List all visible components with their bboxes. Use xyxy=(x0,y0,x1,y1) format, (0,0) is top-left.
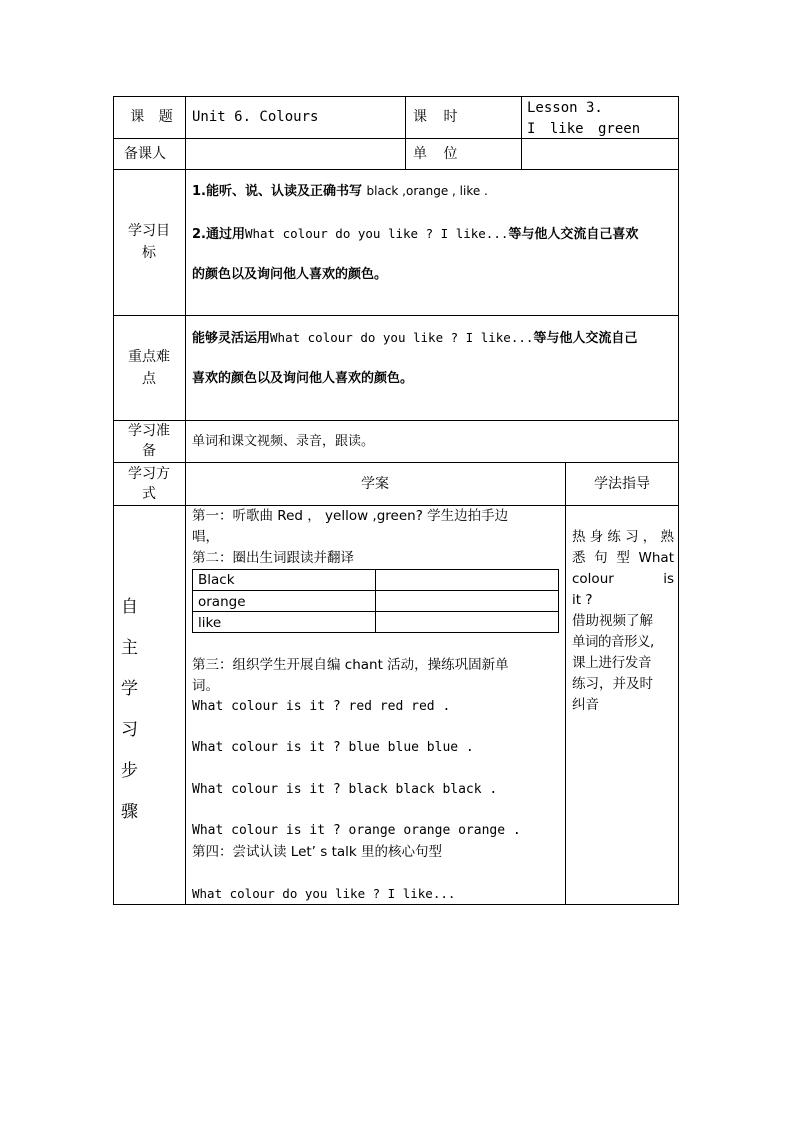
guidance-line: 悉 句 型 What xyxy=(572,550,674,566)
chant-line: What colour is it ? black black black . xyxy=(192,782,498,797)
row-divider xyxy=(113,169,679,170)
vocab-word: Black xyxy=(198,572,235,588)
guidance-line: 热身练习，熟 xyxy=(572,529,674,545)
label-objectives-1: 学习目 xyxy=(128,223,170,239)
label-keypoints-2: 点 xyxy=(142,371,156,387)
lesson-title: I like green xyxy=(527,121,641,137)
step-3-line2: 词。 xyxy=(192,678,219,694)
label-period: 课 时 xyxy=(413,109,458,125)
chant-line: What colour is it ? red red red . xyxy=(192,699,451,714)
col-divider xyxy=(565,462,566,905)
topic-value: Unit 6. Colours xyxy=(192,109,319,125)
objective-1 xyxy=(192,181,488,202)
label-preparation-2: 备 xyxy=(142,443,156,459)
step-4-sentence: What colour do you like ? I like... xyxy=(192,886,456,901)
step-4-title: 第四：尝试认读 Let’ s talk 里的核心句型 xyxy=(192,844,443,860)
objective-1-prefix: 1.能听、说、认读及正确书写 xyxy=(192,184,367,199)
vocab-col-divider xyxy=(375,569,376,633)
guidance-text xyxy=(572,527,674,716)
row-divider xyxy=(113,462,679,463)
row-divider xyxy=(113,420,679,421)
objective-2-line1 xyxy=(192,224,638,245)
col-header-plan: 学案 xyxy=(361,476,389,492)
vocab-word: like xyxy=(198,615,222,631)
guidance-line: 借助视频了解 xyxy=(572,613,653,629)
col-divider xyxy=(405,96,406,169)
label-preparer: 备课人 xyxy=(124,146,166,162)
step-1-line1: 第一：听歌曲 Red ， yellow ,green? 学生边拍手边 xyxy=(192,508,509,524)
side-label-char: 主 xyxy=(121,638,138,658)
label-method-2: 式 xyxy=(142,486,156,502)
step-3-line1: 第三：组织学生开展自编 chant 活动，操练巩固新单 xyxy=(192,657,509,673)
side-label-char: 自 xyxy=(121,597,138,617)
side-label-char: 步 xyxy=(121,761,138,781)
side-label-char: 骤 xyxy=(121,802,138,822)
label-unit: 单 位 xyxy=(413,146,458,162)
guidance-line: 单词的音形义, xyxy=(572,634,654,650)
keypoints-suffix: 等与他人交流自己 xyxy=(533,331,638,346)
row-divider xyxy=(113,315,679,316)
side-label-char: 学 xyxy=(121,679,138,699)
objective-1-words: black ,orange , like . xyxy=(366,184,488,198)
col-header-guide: 学法指导 xyxy=(594,476,650,492)
keypoints-prefix: 能够灵活运用 xyxy=(192,331,271,346)
objective-2-sentence: What colour do you like ? I like... xyxy=(244,226,509,241)
label-objectives-2: 标 xyxy=(142,245,156,261)
keypoints-line2: 喜欢的颜色以及询问他人喜欢的颜色。 xyxy=(192,371,414,386)
vocab-word: orange xyxy=(198,594,246,610)
step-1-line2: 唱， xyxy=(192,529,219,545)
guidance-line: 课上进行发音 xyxy=(572,655,652,671)
guidance-line: it ? xyxy=(572,592,593,608)
chant-line: What colour is it ? orange orange orange . xyxy=(192,823,521,838)
step-2-title: 第二：圈出生词跟读并翻译 xyxy=(192,550,354,566)
objective-2-prefix: 2.通过用 xyxy=(192,227,245,242)
objective-2-suffix: 等与他人交流自己喜欢 xyxy=(508,227,639,242)
guidance-line: 练习，并及时 xyxy=(572,676,653,692)
label-keypoints-1: 重点难 xyxy=(128,349,170,365)
lesson-number: Lesson 3. xyxy=(527,100,603,116)
preparation-content: 单词和课文视频、录音，跟读。 xyxy=(192,434,375,449)
label-preparation-1: 学习准 xyxy=(128,423,170,439)
col-divider xyxy=(185,96,186,905)
label-topic: 课 题 xyxy=(130,109,173,125)
guidance-line: colour is xyxy=(572,571,674,587)
keypoints-sentence: What colour do you like ? I like... xyxy=(270,330,534,345)
label-method-1: 学习方 xyxy=(128,466,170,482)
chant-line: What colour is it ? blue blue blue . xyxy=(192,740,474,755)
col-divider xyxy=(521,96,522,169)
guidance-line: 纠音 xyxy=(572,697,599,713)
objective-2-line2: 的颜色以及询问他人喜欢的颜色。 xyxy=(192,267,388,282)
keypoints-line1 xyxy=(192,328,637,349)
side-label-char: 习 xyxy=(121,720,138,740)
